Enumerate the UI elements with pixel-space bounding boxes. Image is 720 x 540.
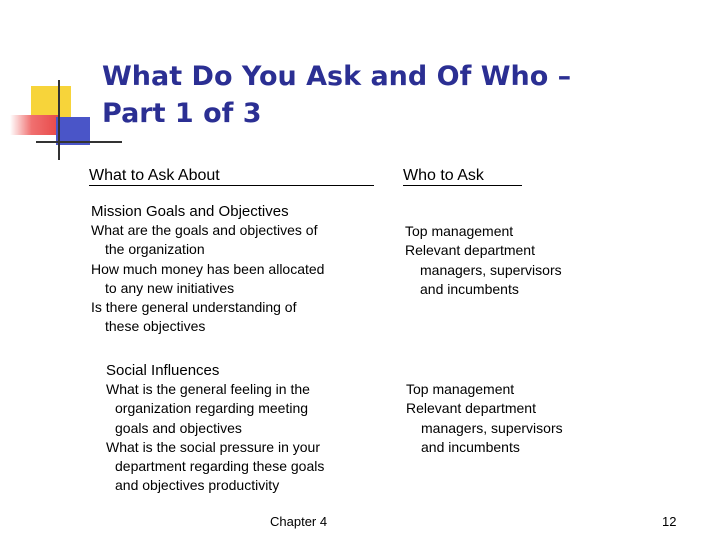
question-line: How much money has been allocated xyxy=(91,260,325,277)
slide-title xyxy=(102,58,662,132)
question-line: to any new initiatives xyxy=(105,279,235,296)
who-line: Relevant department xyxy=(406,400,536,417)
logo-red-bar xyxy=(10,115,58,135)
who-line: Relevant department xyxy=(405,242,535,259)
question-line: these objectives xyxy=(105,318,206,335)
question-line: What is the general feeling in the xyxy=(106,381,310,397)
question-line: organization regarding meeting xyxy=(115,400,309,417)
column-header-who: Who to Ask xyxy=(403,167,484,184)
footer-chapter: Chapter 4 xyxy=(270,514,328,529)
who-line: Top management xyxy=(405,223,514,239)
question-line: department regarding these goals xyxy=(115,458,325,475)
slide-title-line-2: Part 1 of 3 xyxy=(102,98,262,129)
question-line: What are the goals and objectives of xyxy=(91,222,318,238)
column-header-who-underline xyxy=(403,185,522,186)
page-number: 12 xyxy=(662,514,677,529)
question-line: What is the social pressure in your xyxy=(106,438,320,455)
logo-vertical-line xyxy=(58,80,60,160)
column-header-what-underline xyxy=(89,185,374,186)
who-line: and incumbents xyxy=(421,438,520,455)
who-to-ask-social-influences xyxy=(406,380,563,457)
section-heading: Mission Goals and Objectives xyxy=(91,203,289,220)
who-line: managers, supervisors xyxy=(421,419,563,436)
section-social-influences xyxy=(106,361,324,496)
question-line: the organization xyxy=(105,241,205,258)
who-line: managers, supervisors xyxy=(420,261,562,278)
section-heading: Social Influences xyxy=(106,362,220,379)
section-mission-goals xyxy=(91,202,324,337)
who-line: and incumbents xyxy=(420,280,519,297)
question-line: goals and objectives xyxy=(115,419,242,436)
question-line: and objectives productivity xyxy=(115,477,280,494)
column-header-what: What to Ask About xyxy=(89,167,220,184)
who-to-ask-mission-goals xyxy=(405,222,562,299)
who-line: Top management xyxy=(406,381,515,397)
question-line: Is there general understanding of xyxy=(91,299,297,316)
slide-title-line-1: What Do You Ask and Of Who – xyxy=(102,61,572,92)
logo-horizontal-line xyxy=(36,141,122,143)
